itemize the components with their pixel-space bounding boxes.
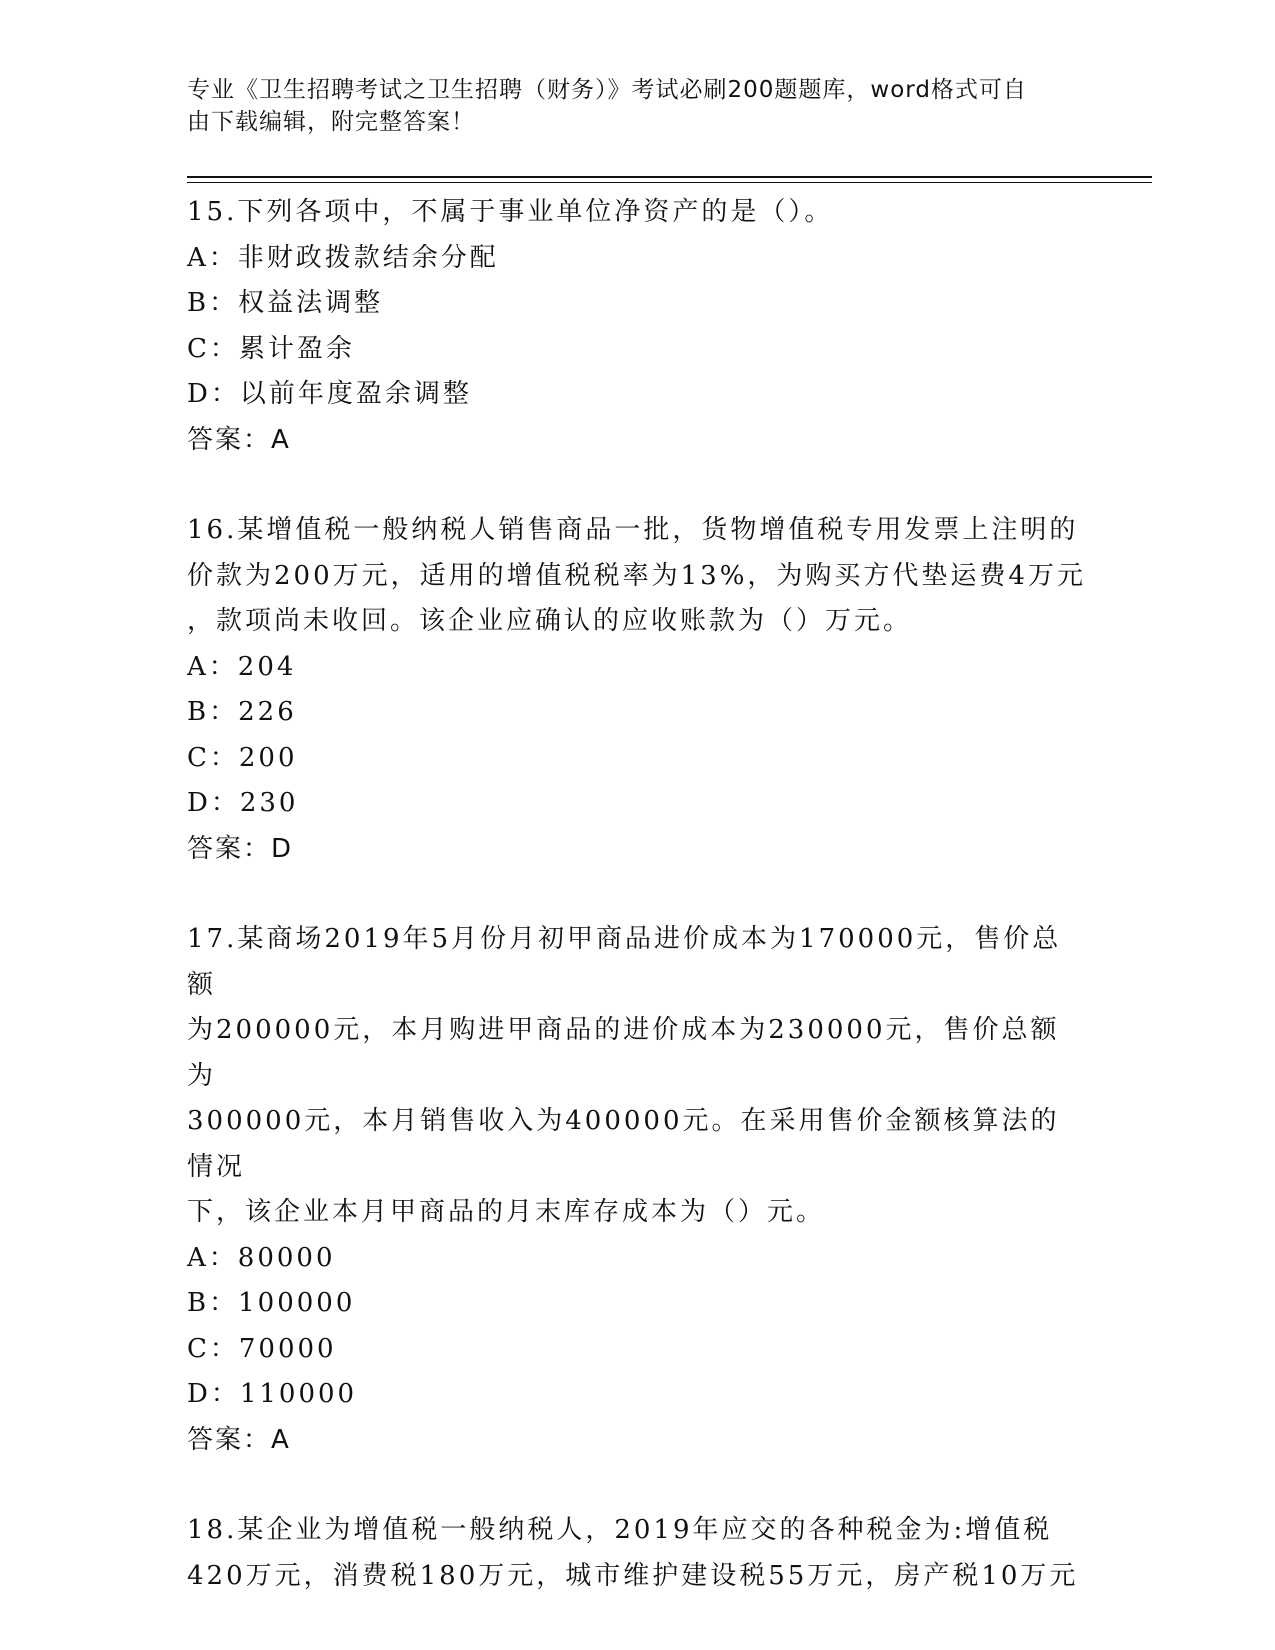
option-c: C：200 <box>187 742 298 773</box>
option-d: D：230 <box>187 788 299 818</box>
question-text-line: ，款项尚未收回。该企业应确认的应收账款为（）万元。 <box>187 606 913 636</box>
question-spacer <box>187 872 1087 917</box>
question-text-line: 15.下列各项中，不属于事业单位净资产的是（）。 <box>187 197 834 227</box>
header-line-1: 专业《卫生招聘考试之卫生招聘（财务）》考试必刷200题题库，word格式可自 <box>187 77 1027 103</box>
question-spacer <box>187 463 1087 508</box>
question-text-line: 价款为200万元，适用的增值税税率为13%，为购买方代垫运费4万元 <box>187 560 1086 591</box>
option-a: A：80000 <box>187 1242 336 1273</box>
question-17 <box>187 917 1087 1463</box>
question-text-line: 为200000元，本月购进甲商品的进价成本为230000元，售价总额为 <box>187 1015 1060 1091</box>
question-18 <box>187 1508 1087 1599</box>
header-divider-thick <box>187 176 1152 178</box>
option-a: A：非财政拨款结余分配 <box>187 242 499 273</box>
answer-line: 答案：A <box>187 1424 291 1455</box>
answer-line: 答案：D <box>187 833 294 864</box>
question-text-line: 下，该企业本月甲商品的月末库存成本为（）元。 <box>187 1197 826 1227</box>
answer-line: 答案：A <box>187 424 291 455</box>
header-line-2: 由下载编辑，附完整答案！ <box>187 109 475 135</box>
option-b: B：权益法调整 <box>187 288 384 318</box>
question-16 <box>187 508 1087 872</box>
question-spacer <box>187 1463 1087 1508</box>
option-a: A：204 <box>187 651 297 682</box>
option-c: C：70000 <box>187 1333 337 1364</box>
option-b: B：100000 <box>187 1288 356 1318</box>
question-text-line: 17.某商场2019年5月份月初甲商品进价成本为170000元，售价总额 <box>187 924 1062 1000</box>
option-d: D：110000 <box>187 1379 358 1409</box>
option-b: B：226 <box>187 697 297 727</box>
question-text-line: 420万元，消费税180万元，城市维护建设税55万元，房产税10万元 <box>187 1560 1079 1591</box>
question-15 <box>187 190 1087 463</box>
option-c: C：累计盈余 <box>187 333 355 364</box>
document-header <box>187 74 1067 138</box>
option-d: D：以前年度盈余调整 <box>187 379 472 409</box>
question-list <box>187 190 1087 1599</box>
question-text-line: 18.某企业为增值税一般纳税人，2019年应交的各种税金为:增值税 <box>187 1515 1053 1545</box>
question-text-line: 16.某增值税一般纳税人销售商品一批，货物增值税专用发票上注明的 <box>187 515 1079 545</box>
header-divider-thin <box>187 182 1152 183</box>
question-text-line: 300000元，本月销售收入为400000元。在采用售价金额核算法的情况 <box>187 1106 1060 1182</box>
